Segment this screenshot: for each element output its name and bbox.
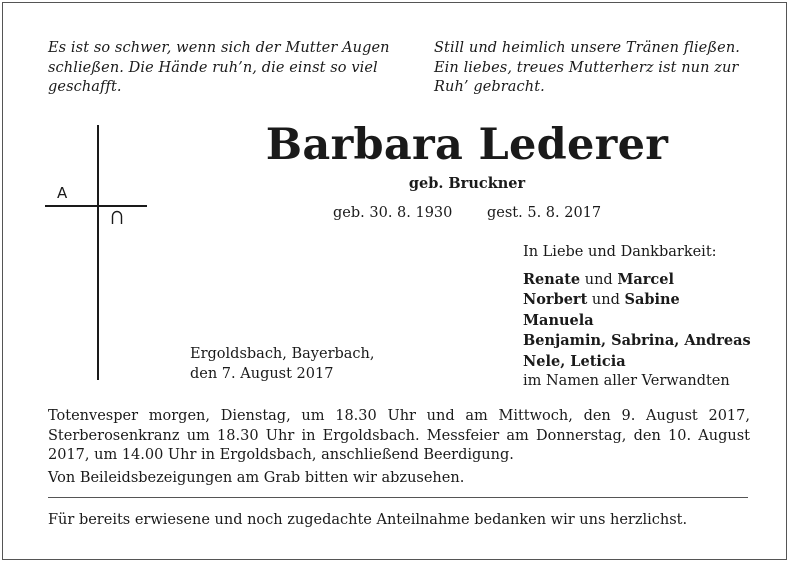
birth-name: geb. Bruckner — [408, 175, 526, 192]
mourner-connector: und — [580, 271, 618, 288]
poem-right: Still und heimlich unsere Tränen fließen. Ein liebes, treues Mutterherz ist nun zur Ruh’ gebracht. — [434, 40, 740, 95]
obituary-card — [2, 2, 787, 560]
mourner-name: Benjamin, Sabrina, Andreas — [523, 332, 751, 349]
mourner-line — [523, 331, 763, 352]
mourner-name: Manuela — [523, 311, 594, 329]
mourner-name: Sabine — [624, 291, 680, 308]
mourner-line — [523, 311, 763, 332]
condolence-notice: Von Beileidsbezeigungen am Grab bitten wir abzusehen. — [48, 470, 465, 486]
poem-left: Es ist so schwer, wenn sich der Mutter Augen schließen. Die Hände ruh’n, die einst so viel geschafft. — [48, 40, 390, 95]
cross-horizontal-bar — [45, 205, 147, 207]
alpha-icon: A — [57, 184, 68, 202]
birth-date: geb. 30. 8. 1930 — [333, 205, 453, 221]
mourners-intro: In Liebe und Dankbarkeit: — [523, 244, 717, 260]
mourner-line — [523, 352, 763, 373]
mourner-line — [523, 270, 763, 291]
date: den 7. August 2017 — [190, 365, 334, 382]
mourners-block — [523, 243, 763, 392]
mourner-name: Norbert — [523, 291, 588, 308]
place-date-block — [190, 345, 375, 384]
death-date: gest. 5. 8. 2017 — [487, 205, 602, 221]
deceased-name: Barbara Lederer — [265, 120, 669, 170]
divider — [48, 497, 748, 498]
mourner-name: Renate — [523, 270, 581, 288]
mourner-name: Nele, Leticia — [523, 352, 626, 370]
mourner-line — [523, 290, 763, 311]
mourner-name: Marcel — [617, 270, 674, 288]
omega-icon — [111, 210, 123, 228]
service-notice: Totenvesper morgen, Dienstag, um 18.30 Uhr und am Mittwoch, den 9. August 2017, Sterberosenkranz um 18.30 Uhr in Ergoldsbach. Messfeier am Donnerstag, den 10. August 2017, um 14.00 Uhr in Ergoldsbach, anschließend Beerdigung. — [48, 408, 750, 463]
closing-thanks: Für bereits erwiesene und noch zugedachte Anteilnahme bedanken wir uns herzlichst. — [48, 512, 688, 528]
mourners-outro: im Namen aller Verwandten — [523, 373, 730, 389]
mourner-connector: und — [587, 292, 625, 308]
place: Ergoldsbach, Bayerbach, — [190, 346, 375, 362]
